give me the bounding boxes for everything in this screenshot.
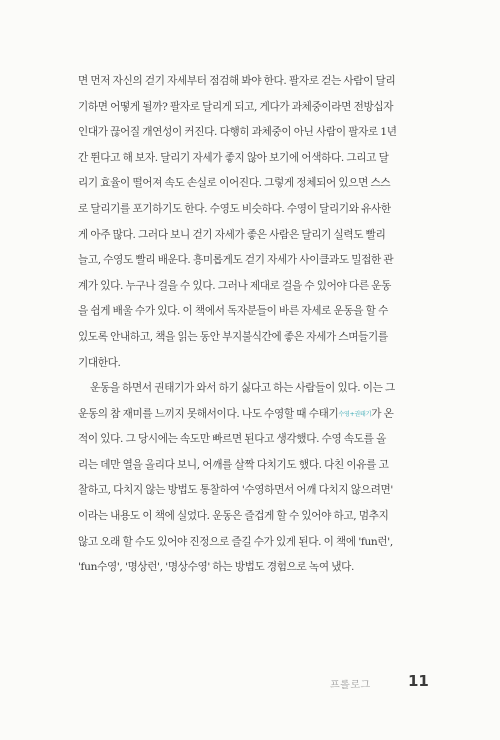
text-line: 적이 있다. 그 당시에는 속도만 빠르면 된다고 생각했다. 수영 속도를 올 xyxy=(78,433,386,446)
text-line: 이라는 내용도 이 책에 실었다. 운동은 즐겁게 할 수 있어야 하고, 멈추지 xyxy=(78,509,389,522)
text-line: 면 먼저 자신의 걷기 자세부터 점검해 봐야 한다. 팔자로 걷는 사람이 달리 xyxy=(78,75,396,87)
text-line: 않고 오래 할 수도 있어야 진정으로 즐길 수가 있게 된다. 이 책에 'fun런', xyxy=(78,535,393,548)
text-line: 인대가 끊어질 개연성이 커진다. 다행히 과체중이 아닌 사람이 팔자로 1년 xyxy=(78,126,397,139)
paragraph-1 xyxy=(78,69,434,376)
text-line: 기대한다. xyxy=(78,356,121,369)
running-footer-section: 프롤로그 xyxy=(330,680,371,691)
text-line: 계가 있다. 누구나 걸을 수 있다. 그러나 제대로 걸을 수 있어야 다른 운동 xyxy=(78,279,391,292)
text-line: 을 쉽게 배울 수가 있다. 이 책에서 독자분들이 바른 자세로 운동을 할 수 xyxy=(78,305,388,318)
text-line: 운동을 하면서 권태기가 와서 하기 싫다고 하는 사람들이 있다. 이는 그 xyxy=(90,382,395,394)
text-line: 있도록 안내하고, 책을 읽는 동안 부지불식간에 좋은 자세가 스며들기를 xyxy=(78,330,388,343)
page-number: 11 xyxy=(408,672,429,690)
text-line: 'fun수영', '명상런', '명상수영' 하는 방법도 경험으로 녹여 냈다. xyxy=(78,561,355,574)
text-segment: 가 온 xyxy=(371,407,394,420)
paragraph-2 xyxy=(78,376,434,581)
text-segment: 운동의 참 재미를 느끼지 못해서이다. 나도 수영할 때 수태기 xyxy=(78,407,339,420)
text-line: 리는 데만 열을 올리다 보니, 어깨를 살짝 다치기도 했다. 다친 이유를 고 xyxy=(78,458,389,471)
text-line: 찰하고, 다치지 않는 방법도 통찰하여 '수영하면서 어깨 다치지 않으려면' xyxy=(78,484,393,497)
text-line: 늘고, 수영도 빨리 배운다. 흥미롭게도 걷기 자세가 사이클과도 밀접한 관 xyxy=(78,254,394,267)
text-line: 기하면 어떻게 될까? 팔자로 달리게 되고, 게다가 과체중이라면 전방십자 xyxy=(78,100,394,113)
gloss-annotation: 수영+권태기 xyxy=(338,410,372,418)
text-line: 간 뛴다고 해 보자. 달리기 자세가 좋지 않아 보기에 어색하다. 그리고 달 xyxy=(78,151,389,164)
text-line-with-gloss xyxy=(78,402,434,428)
text-line: 리기 효율이 떨어져 속도 손실로 이어진다. 그렇게 정체되어 있으면 스스 xyxy=(78,177,391,190)
text-line: 로 달리기를 포기하기도 한다. 수영도 비슷하다. 수영이 달리기와 유사한 xyxy=(78,202,391,215)
text-line: 게 아주 많다. 그러다 보니 걷기 자세가 좋은 사람은 달리기 실력도 빨리 xyxy=(78,228,386,241)
